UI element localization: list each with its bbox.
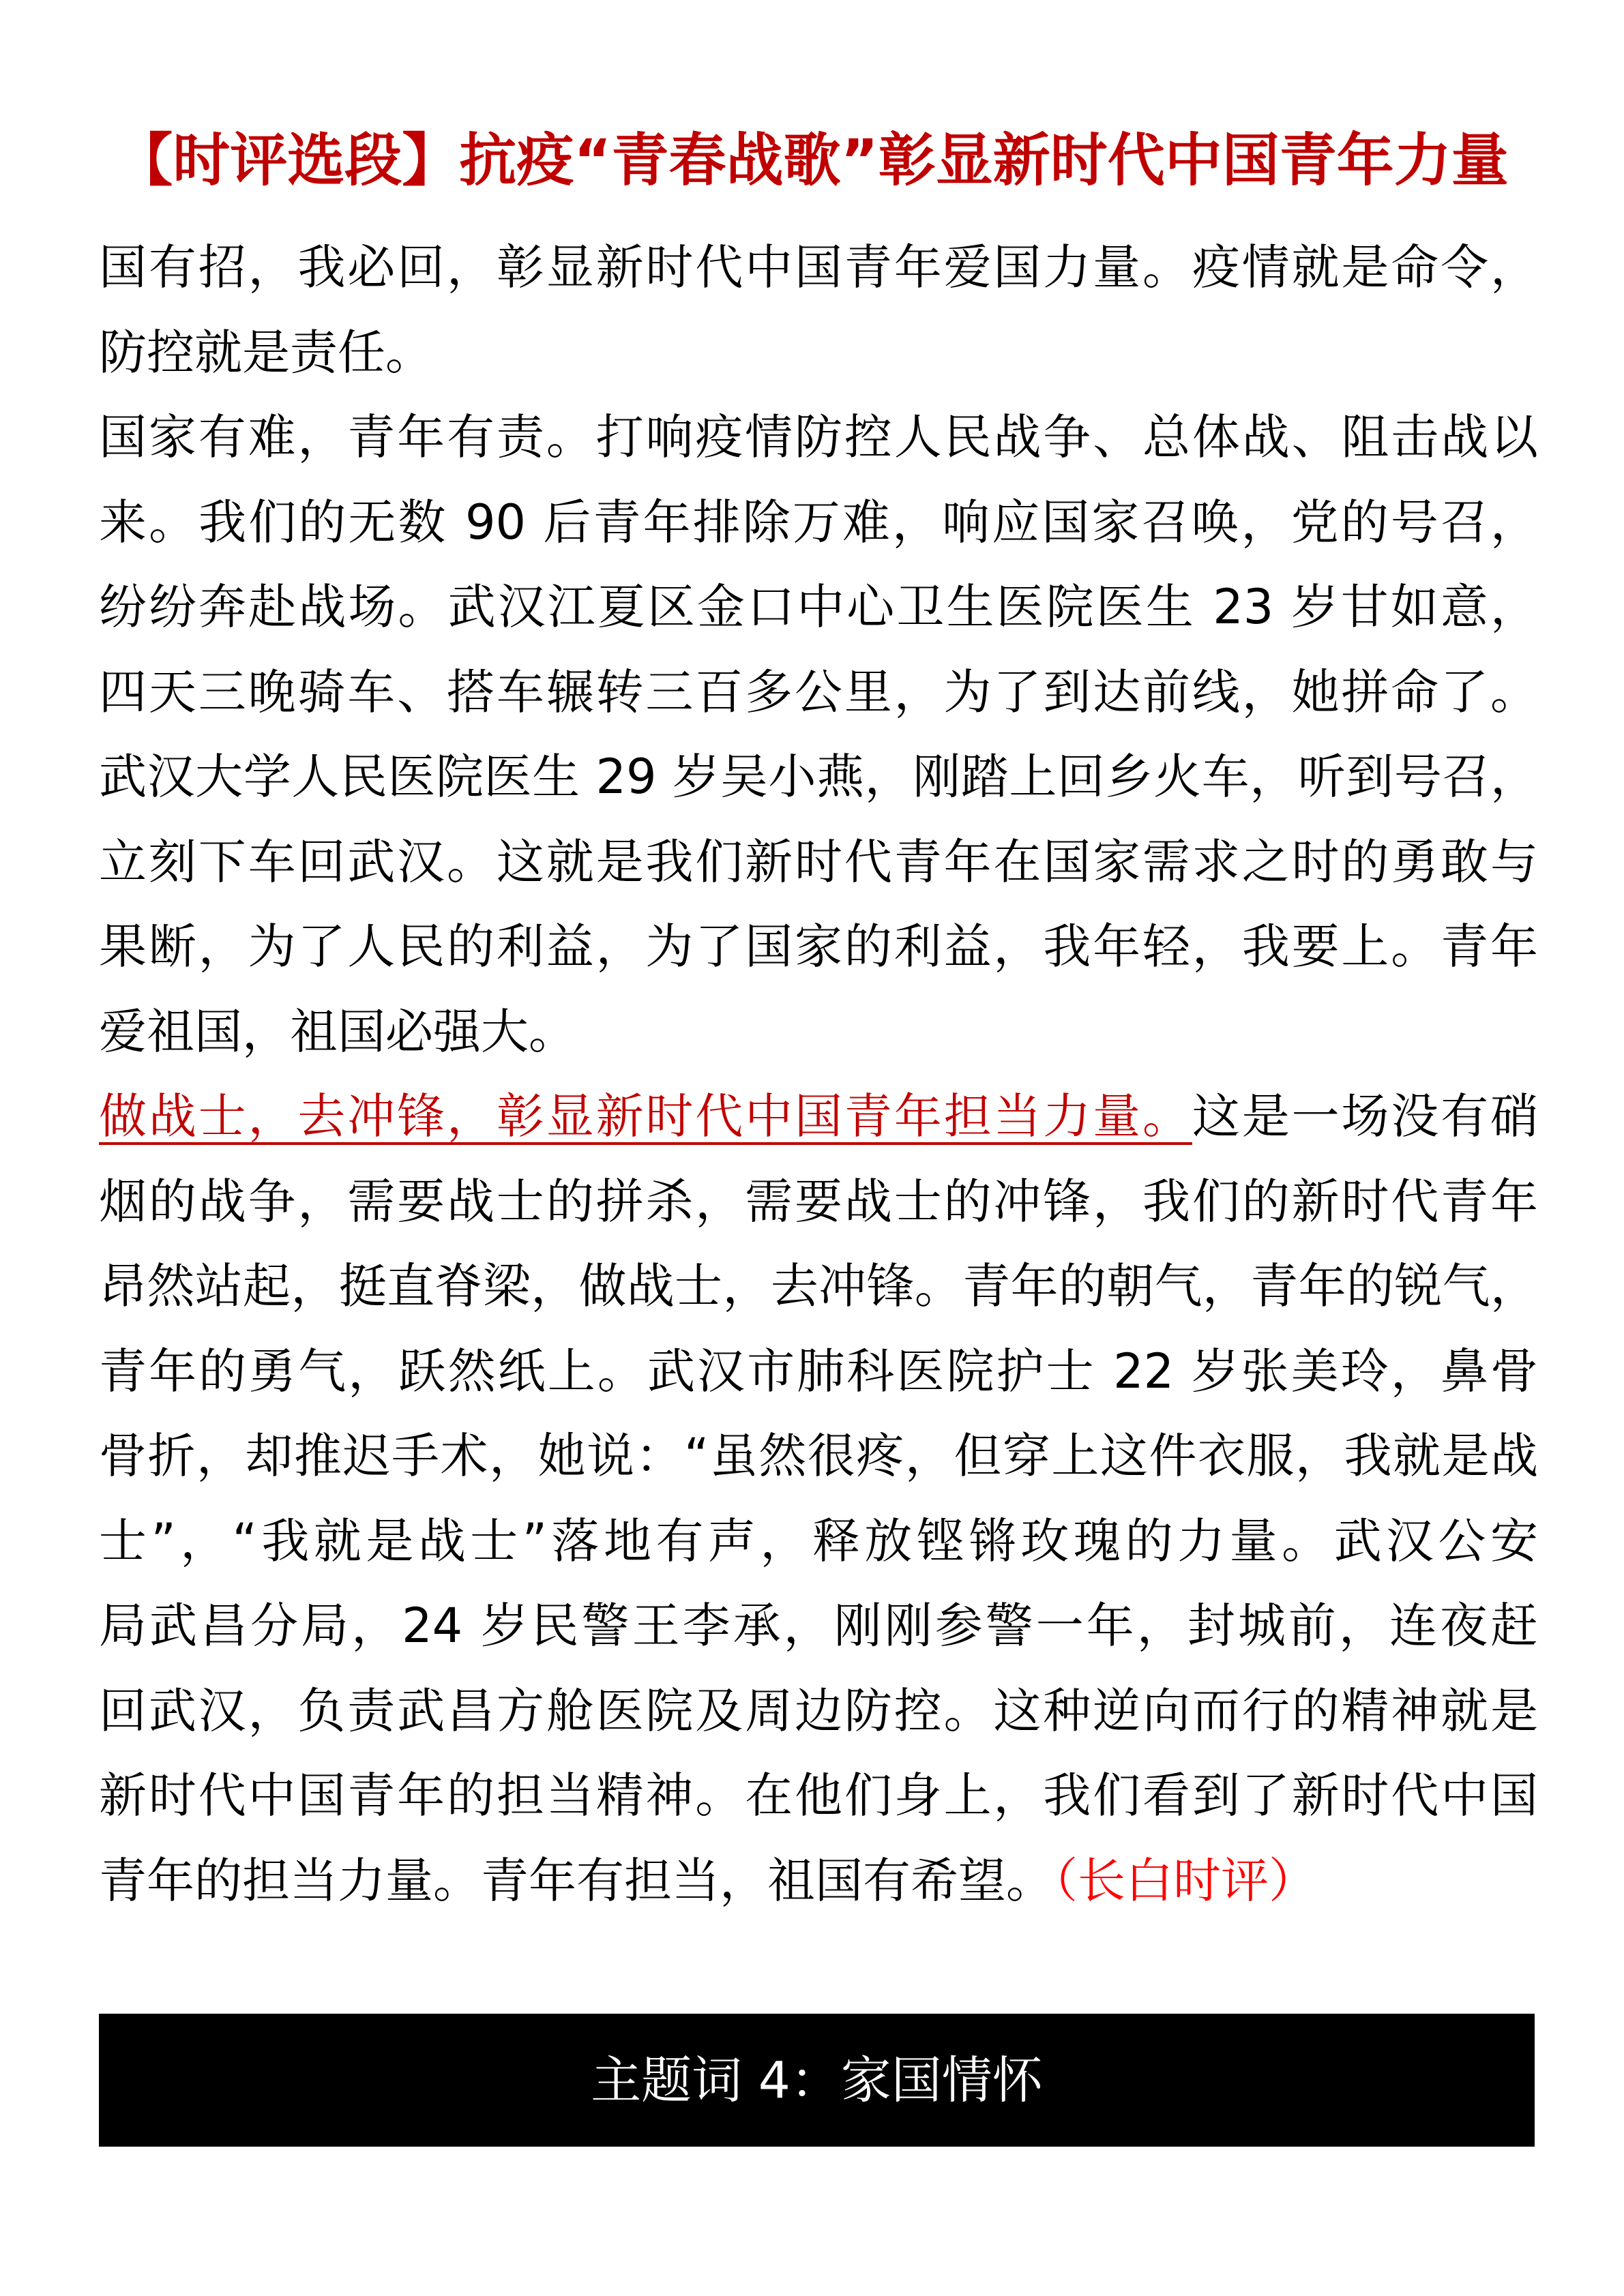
paragraph-3-line-7: 局武昌分局，24 岁民警王李承，刚刚参警一年，封城前，连夜赶 <box>99 1598 1538 1654</box>
article-body <box>99 225 1538 1923</box>
paragraph-3-line-1-rest: 这是一场没有硝 <box>1192 1088 1539 1144</box>
paragraph-2-line-3: 纷纷奔赴战场。武汉江夏区金口中心卫生医院医生 23 岁甘如意， <box>99 579 1538 635</box>
paragraph-3-line-10 <box>99 1838 1538 1924</box>
paragraph-3-line-5: 骨折，却推迟手术，她说：“虽然很疼，但穿上这件衣服，我就是战 <box>99 1428 1538 1484</box>
paragraph-3-line-3: 昂然站起，挺直脊梁，做战士，去冲锋。青年的朝气，青年的锐气， <box>99 1258 1538 1314</box>
paragraph-2-line-7: 果断，为了人民的利益，为了国家的利益，我年轻，我要上。青年 <box>99 919 1538 974</box>
paragraph-3-line-1 <box>99 1074 1538 1159</box>
page-title: 【时评选段】抗疫“青春战歌”彰显新时代中国青年力量 <box>115 127 1509 194</box>
paragraph-3-line-2: 烟的战争，需要战士的拼杀，需要战士的冲锋，我们的新时代青年 <box>99 1173 1538 1229</box>
paragraph-2-line-2: 来。我们的无数 90 后青年排除万难，响应国家召唤，党的号召， <box>99 494 1538 550</box>
paragraph-1-line-2: 防控就是责任。 <box>99 324 433 381</box>
paragraph-2-line-8: 爱祖国，祖国必强大。 <box>99 1003 576 1060</box>
theme-heading-label: 主题词 4：家国情怀 <box>591 2051 1043 2110</box>
source-attribution: （长白时评） <box>1054 1852 1316 1909</box>
paragraph-1-line-1: 国有招，我必回，彰显新时代中国青年爱国力量。疫情就是命令， <box>99 239 1538 295</box>
paragraph-2-line-1: 国家有难，青年有责。打响疫情防控人民战争、总体战、阻击战以 <box>99 409 1538 465</box>
paragraph-3-line-9: 新时代中国青年的担当精神。在他们身上，我们看到了新时代中国 <box>99 1768 1538 1823</box>
paragraph-3-line-8: 回武汉，负责武昌方舱医院及周边防控。这种逆向而行的精神就是 <box>99 1682 1538 1739</box>
paragraph-2-line-5: 武汉大学人民医院医生 29 岁吴小燕，刚踏上回乡火车，听到号召， <box>99 749 1538 805</box>
paragraph-2-line-4: 四天三晚骑车、搭车辗转三百多公里，为了到达前线，她拼命了。 <box>99 664 1538 720</box>
paragraph-3-line-6: 士”，“我就是战士”落地有声，释放铿锵玫瑰的力量。武汉公安 <box>99 1512 1538 1569</box>
paragraph-3-last-text: 青年的担当力量。青年有担当，祖国有希望。 <box>99 1852 1054 1909</box>
paragraph-3-line-4: 青年的勇气，跃然纸上。武汉市肺科医院护士 22 岁张美玲，鼻骨 <box>99 1343 1538 1399</box>
highlighted-thesis: 做战士，去冲锋，彰显新时代中国青年担当力量。 <box>99 1088 1192 1144</box>
theme-heading-band <box>99 2014 1535 2147</box>
paragraph-2-line-6: 立刻下车回武汉。这就是我们新时代青年在国家需求之时的勇敢与 <box>99 833 1538 890</box>
